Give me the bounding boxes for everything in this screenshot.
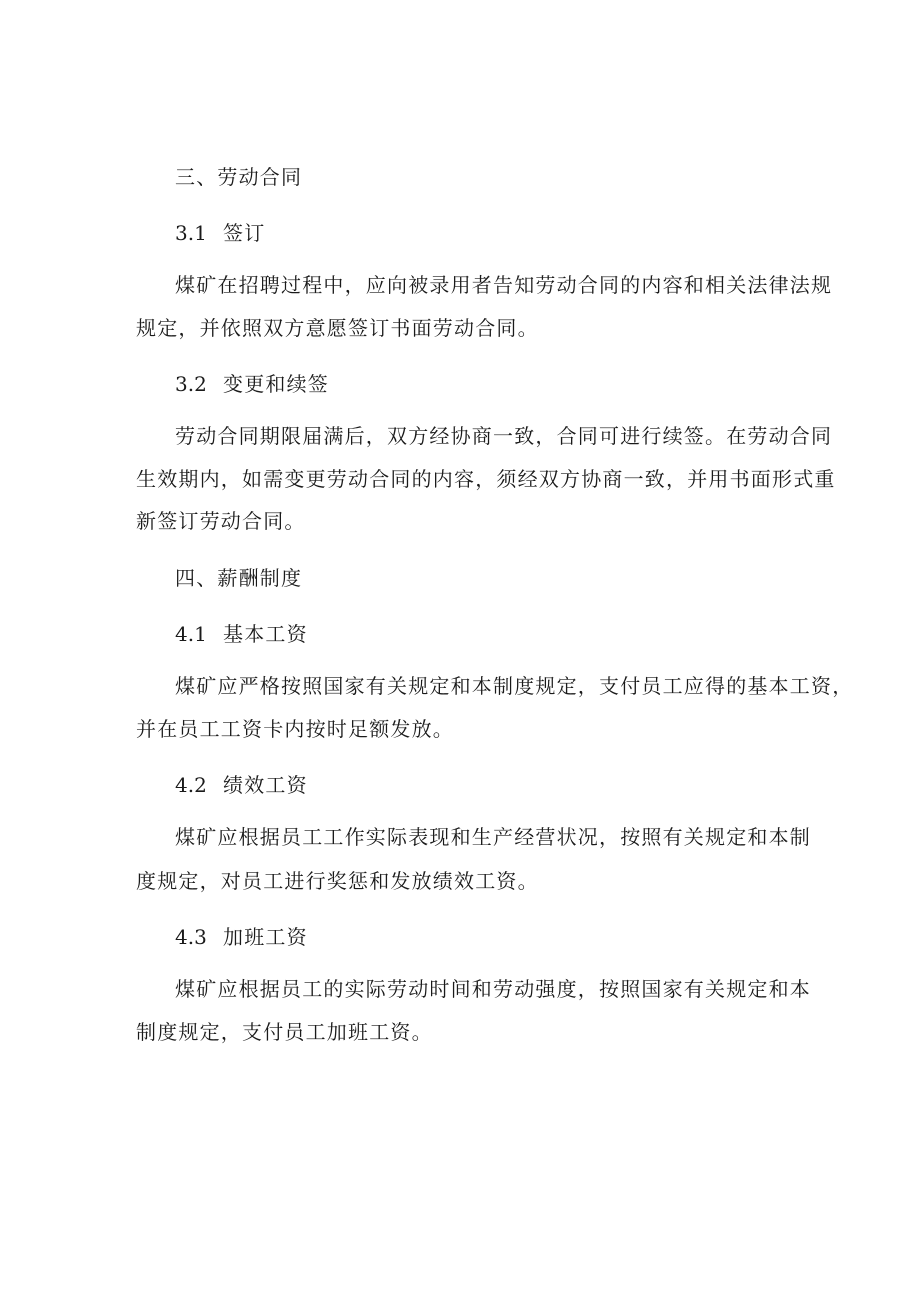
section-heading-compensation: 四、薪酬制度 <box>175 566 303 590</box>
subsection-heading-basic-salary <box>175 621 308 647</box>
paragraph-line: 煤矿应根据员工工作实际表现和生产经营状况，按照有关规定和本制 <box>175 825 811 849</box>
subsection-number: 4.2 <box>175 773 207 797</box>
subsection-number: 4.3 <box>175 925 207 949</box>
paragraph-line: 生效期内，如需变更劳动合同的内容，须经双方协商一致，并用书面形式重 <box>136 467 836 491</box>
paragraph-line: 煤矿应严格按照国家有关规定和本制度规定，支付员工应得的基本工资， <box>175 674 854 698</box>
subsection-heading-overtime-pay <box>175 924 308 950</box>
paragraph-line: 规定，并依照双方意愿签订书面劳动合同。 <box>136 316 539 340</box>
paragraph-line: 制度规定，支付员工加班工资。 <box>136 1020 433 1044</box>
subsection-number: 4.1 <box>175 622 207 646</box>
subsection-heading-performance-pay <box>175 772 308 798</box>
subsection-title: 加班工资 <box>223 925 308 949</box>
paragraph-line: 劳动合同期限届满后，双方经协商一致，合同可进行续签。在劳动合同 <box>175 424 833 448</box>
paragraph-line: 度规定，对员工进行奖惩和发放绩效工资。 <box>136 869 539 893</box>
section-heading-labor-contract: 三、劳动合同 <box>175 165 303 189</box>
subsection-number: 3.2 <box>175 372 207 396</box>
paragraph-line: 新签订劳动合同。 <box>136 509 306 533</box>
subsection-title: 基本工资 <box>223 622 308 646</box>
subsection-title: 变更和续签 <box>223 372 329 396</box>
paragraph-line: 并在员工工资卡内按时足额发放。 <box>136 717 454 741</box>
subsection-heading-change-renewal <box>175 371 329 397</box>
subsection-heading-signing <box>175 220 265 246</box>
paragraph-line: 煤矿应根据员工的实际劳动时间和劳动强度，按照国家有关规定和本 <box>175 977 811 1001</box>
subsection-title: 绩效工资 <box>223 773 308 797</box>
paragraph-line: 煤矿在招聘过程中，应向被录用者告知劳动合同的内容和相关法律法规 <box>175 273 833 297</box>
subsection-number: 3.1 <box>175 221 207 245</box>
subsection-title: 签订 <box>223 221 266 245</box>
